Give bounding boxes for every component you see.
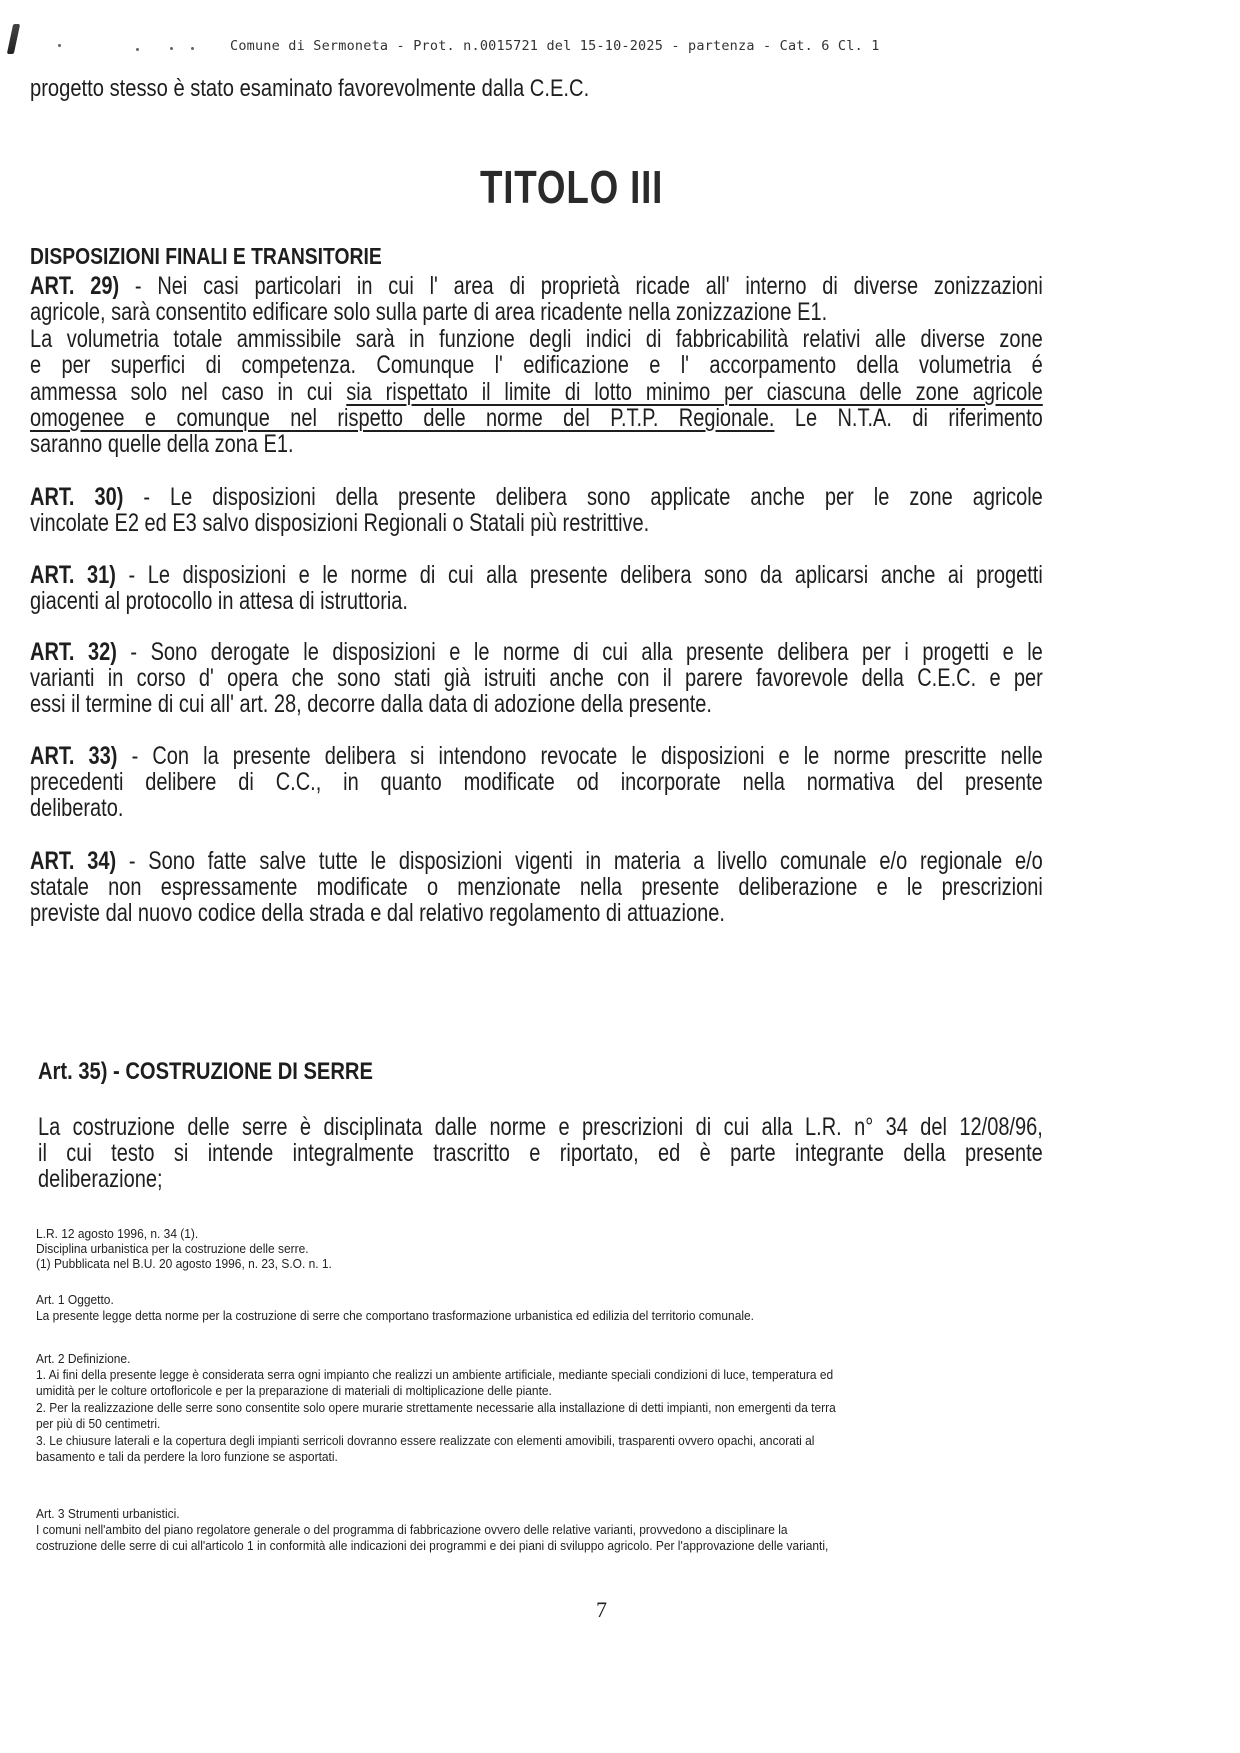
annex-line: 3. Le chiusure laterali e la copertura degli impianti serricoli dovranno essere realizzate con elementi amovibili, trasparenti ovvero opachi, ancorati al — [36, 1433, 815, 1448]
article-text: e per superfici di competenza. Comunque l' edificazione e l' accorpamento della volumetria é — [30, 351, 1043, 379]
scan-speck — [136, 48, 139, 51]
page-number: 7 — [596, 1597, 607, 1622]
article-label: ART. 31) — [30, 561, 116, 589]
underlined-text: omogenee e comunque nel rispetto delle norme del P.T.P. Regionale. — [30, 404, 775, 432]
article-text: statale non espressamente modificate o menzionate nella presente deliberazione e le prescrizioni — [30, 873, 1043, 901]
scan-speck — [170, 47, 173, 50]
scan-speck — [58, 44, 61, 47]
annex-line: Art. 1 Oggetto. — [36, 1292, 114, 1307]
article-label: ART. 33) — [30, 742, 118, 770]
article-label: ART. 34) — [30, 847, 117, 875]
annex-line: per più di 50 centimetri. — [36, 1416, 161, 1431]
annex-line: I comuni nell'ambito del piano regolatore generale o del programma di fabbricazione ovvero delle relative varianti, provvedono a disciplinare la — [36, 1522, 788, 1537]
article-text: - Sono fatte salve tutte le disposizioni vigenti in materia a livello comunale e/o regionale e/o — [116, 847, 1043, 875]
article-text: giacenti al protocollo in attesa di istruttoria. — [30, 587, 408, 615]
article-text: deliberazione; — [38, 1165, 163, 1193]
scan-artifact-mark — [7, 24, 20, 54]
scan-speck — [191, 47, 194, 50]
article-text: agricole, sarà consentito edificare solo sulla parte di area ricadente nella zonizzazione E1. — [30, 298, 828, 326]
article-text: saranno quelle della zona E1. — [30, 430, 294, 458]
article-text: - Sono derogate le disposizioni e le norme di cui alla presente delibera per i progetti e le — [116, 638, 1043, 666]
annex-line: Art. 3 Strumenti urbanistici. — [36, 1506, 180, 1521]
article-text: - Le disposizioni della presente delibera sono applicate anche per le zone agricole — [123, 483, 1043, 511]
article-heading: Art. 35) - COSTRUZIONE DI SERRE — [38, 1058, 373, 1085]
annex-line: umidità per le colture ortofloricole e per la preparazione di materiali di moltiplicazione delle piante. — [36, 1383, 552, 1398]
annex-line: basamento e tali da perdere la loro funzione se asportati. — [36, 1449, 338, 1464]
underlined-text: sia rispettato il limite di lotto minimo per ciascuna delle zone agricole — [346, 378, 1043, 406]
section-title: TITOLO III — [480, 161, 664, 213]
article-label: ART. 30) — [30, 483, 124, 511]
article-label: ART. 32) — [30, 638, 117, 666]
article-label: ART. 29) — [30, 272, 120, 300]
article-text: varianti in corso d' opera che sono stati già istruiti anche con il parere favorevole della C.E.C. e per — [30, 664, 1043, 692]
article-text: precedenti delibere di C.C., in quanto modificate od incorporate nella normativa del presente — [30, 768, 1043, 796]
article-text: - Nei casi particolari in cui l' area di proprietà ricade all' interno di diverse zonizzazioni — [119, 272, 1043, 300]
article-text: essi il termine di cui all' art. 28, decorre dalla data di adozione della presente. — [30, 690, 712, 718]
continuation-text: progetto stesso è stato esaminato favorevolmente dalla C.E.C. — [30, 75, 590, 102]
annex-line: 1. Ai fini della presente legge è considerata serra ogni impianto che realizzi un ambiente artificiale, mediante speciali condizioni di luce, temperatura ed — [36, 1367, 834, 1382]
article-text: deliberato. — [30, 794, 124, 822]
protocol-stamp: Comune di Sermoneta - Prot. n.0015721 del 15-10-2025 - partenza - Cat. 6 Cl. 1 — [230, 38, 880, 54]
section-heading: DISPOSIZIONI FINALI E TRANSITORIE — [30, 243, 382, 269]
annex-line: 2. Per la realizzazione delle serre sono consentite solo opere murarie strettamente necessarie alla installazione di detti impianti, non emergenti da terra — [36, 1400, 836, 1415]
annex-line: (1) Pubblicata nel B.U. 20 agosto 1996, n. 23, S.O. n. 1. — [36, 1256, 332, 1271]
annex-line: costruzione delle serre di cui all'articolo 1 in conformità alle indicazioni dei programmi e dei piani di sviluppo agricolo. Per l'approvazione delle varianti, — [36, 1538, 829, 1553]
article-text: previste dal nuovo codice della strada e dal relativo regolamento di attuazione. — [30, 899, 725, 927]
annex-line: Art. 2 Definizione. — [36, 1351, 131, 1366]
article-text: - Le disposizioni e le norme di cui alla presente delibera sono da aplicarsi anche ai progetti — [115, 561, 1043, 589]
article-text: ammessa solo nel caso in cui — [30, 378, 347, 406]
annex-line: L.R. 12 agosto 1996, n. 34 (1). — [36, 1226, 199, 1241]
article-text: il cui testo si intende integralmente trascritto e riportato, ed è parte integrante della presente — [38, 1139, 1043, 1167]
article-text: La volumetria totale ammissibile sarà in funzione degli indici di fabbricabilità relativi alle diverse zone — [30, 325, 1043, 353]
article-text: vincolate E2 ed E3 salvo disposizioni Regionali o Statali più restrittive. — [30, 509, 650, 537]
article-text: Le N.T.A. di riferimento — [774, 404, 1043, 432]
annex-line: Disciplina urbanistica per la costruzione delle serre. — [36, 1241, 309, 1256]
article-text: - Con la presente delibera si intendono revocate le disposizioni e le norme prescritte nelle — [117, 742, 1043, 770]
article-text: La costruzione delle serre è disciplinata dalle norme e prescrizioni di cui alla L.R. n° 34 del 12/08/96, — [38, 1113, 1043, 1141]
annex-line: La presente legge detta norme per la costruzione di serre che comportano trasformazione urbanistica ed edilizia del territorio comunale. — [36, 1308, 754, 1323]
